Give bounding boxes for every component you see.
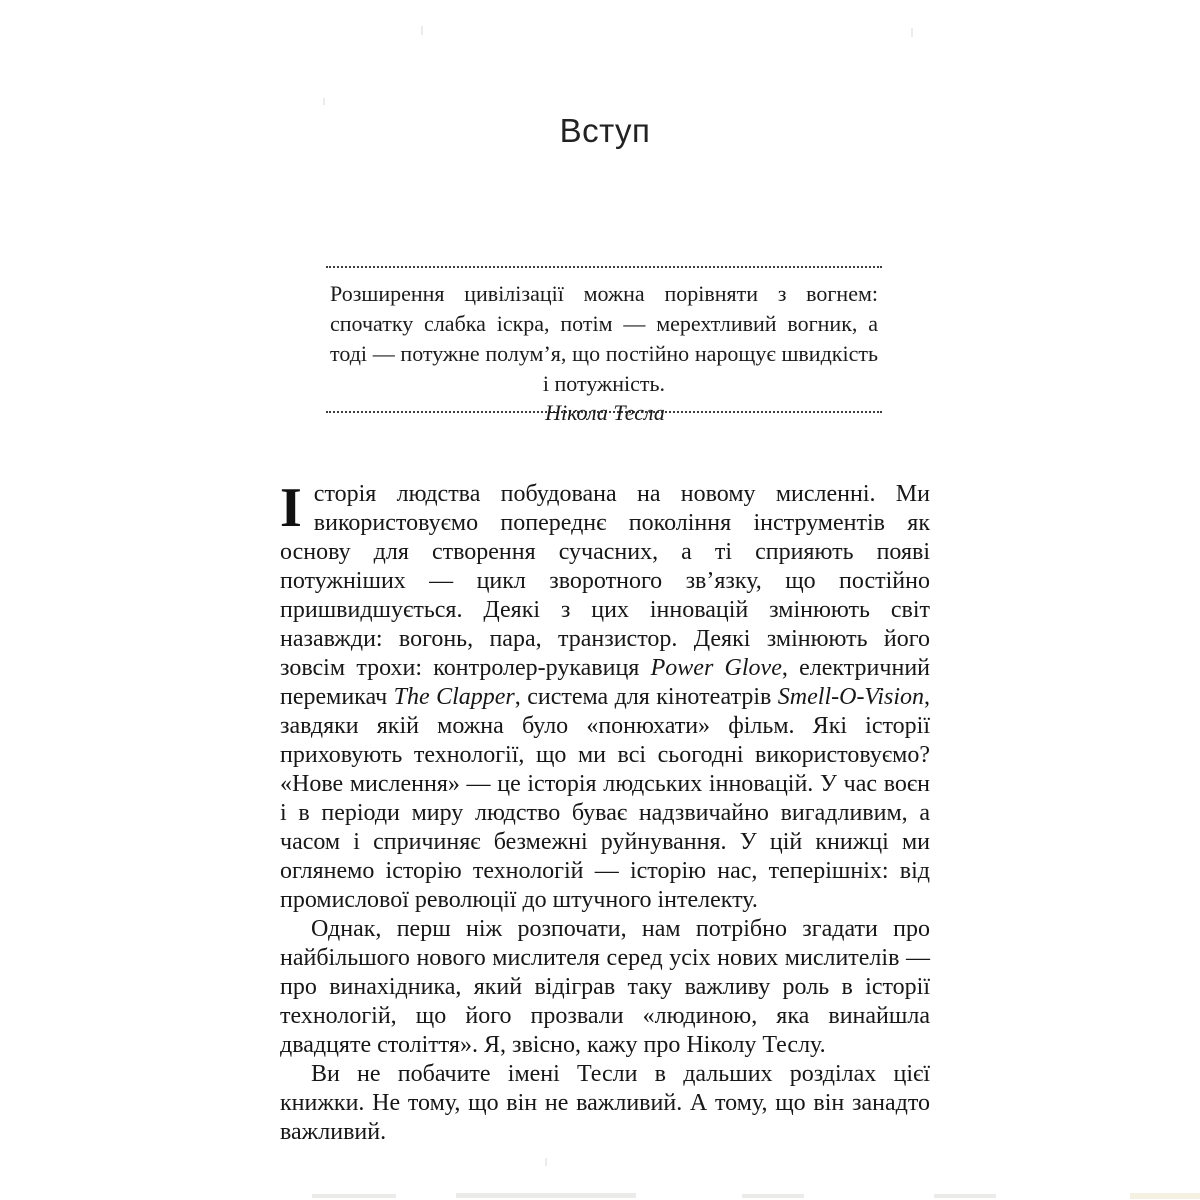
paragraph-1-text: , завдяки якій можна було «понюхати» фільм. Які історії приховують технології, що ми всі сьогодні використовуємо? «Нове мислення» — це історія людських інновацій. У час воєн і в періоди миру людство буває надзвичайно вигадливим, а часом і спричиняє безмежні руйнування. У цій книжці ми оглянемо історію технологій — історію нас, теперішніх: від промислової революції до штучного інтелекту. (280, 684, 930, 913)
scan-artifact (911, 28, 913, 37)
epigraph-block (326, 266, 882, 413)
scan-artifact (742, 1194, 804, 1198)
body-text (280, 477, 931, 1147)
chapter-title: Вступ (559, 112, 651, 149)
scan-artifact (545, 1158, 547, 1166)
drop-cap: І (280, 477, 302, 539)
paragraph-1-text: , електричний перемикач (280, 655, 931, 710)
epigraph-attribution: Нікола Тесла (545, 400, 665, 425)
scan-artifact (323, 98, 325, 105)
paragraph-2: Однак, перш ніж розпочати, нам потрібно згадати про найбільшого нового мислителя серед усіх нових мислителів — про винахідника, який відіграв таку важливу роль в історії технологій, що його прозвали «людиною, яка винайшла двадцяте століття». Я, звісно, кажу про Ніколу Теслу. (280, 916, 930, 1058)
paragraph-3: Ви не побачите імені Тесли в дальших розділах цієї книжки. Не тому, що він не важливий. А тому, що він занадто важливий. (280, 1061, 930, 1145)
paragraph-1-text: сторія людства побудована на новому мисленні. Ми використовуємо попереднє покоління інструментів як основу для створення сучасних, а ті сприяють появі потужніших — цикл зворотного зв’язку, що постійно пришвидшується. Деякі з цих інновацій змінюють світ назавжди: вогонь, пара, транзистор. Деякі змінюють його зовсім трохи: контролер-рукавиця (280, 481, 930, 681)
paragraph-1 (280, 477, 931, 915)
epigraph-text: Розширення цивілізації можна порівняти з вогнем: спочатку слабка іскра, потім — мерехтливий вогник, а тоді — потужне полум’я, що постійно нарощує швидкість і потужність. (330, 281, 878, 396)
scan-artifact (1130, 1193, 1200, 1199)
text-column (280, 0, 930, 1200)
paragraph-1-italic-smell-o-vision: Smell-O-Vision (777, 684, 924, 710)
scan-artifact (934, 1194, 996, 1198)
scan-artifact (312, 1194, 396, 1198)
scan-artifact (456, 1193, 636, 1198)
paragraph-1-text: , система для кінотеатрів (514, 684, 778, 710)
paragraph-1-italic-the-clapper: The Clapper (393, 684, 515, 710)
dotted-rule-top (326, 266, 882, 268)
paragraph-1-italic-power-glove: Power Glove (650, 655, 782, 681)
scan-artifact (421, 26, 423, 35)
